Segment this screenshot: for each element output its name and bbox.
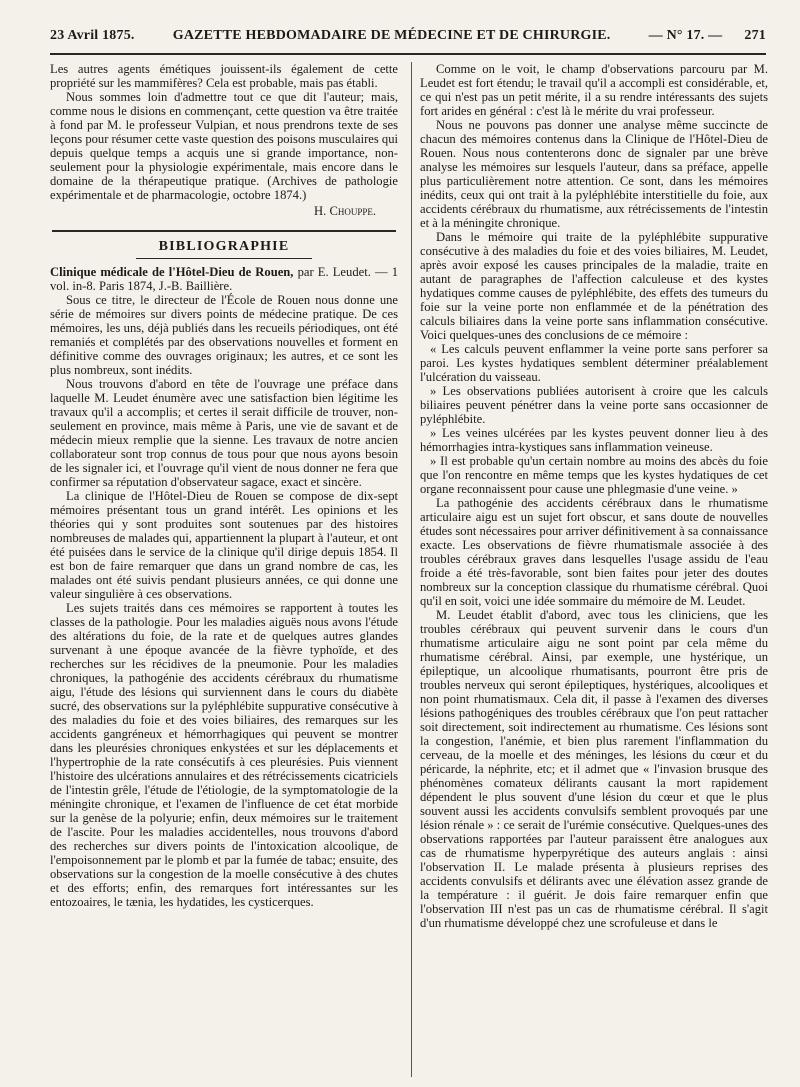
header-rule [50, 53, 766, 55]
section-title: BIBLIOGRAPHIE [158, 239, 290, 254]
header-page-number: 271 [744, 28, 766, 43]
quoted-conclusion: » Les observations publiées autorisent à croire que les calculs biliaires peuvent pénétrer dans la veine porte sans occasionner de pyléphlébite. [420, 384, 768, 426]
section-separator [52, 230, 396, 232]
left-column [50, 62, 398, 1077]
review-book-title: Clinique médicale de l'Hôtel-Dieu de Rouen, [50, 265, 294, 279]
quoted-conclusion: » Il est probable qu'un certain nombre au moins des abcès du foie que l'on rencontre en même temps que les kystes hydatiques de cet organe reconnaissent pour cause une phlegmasie d'une veine. » [420, 454, 768, 496]
quoted-conclusion: » Les veines ulcérées par les kystes peuvent donner lieu à des hémorrhagies intra-kystiques sans inflammation veineuse. [420, 426, 768, 454]
paragraph: Dans le mémoire qui traite de la pyléphlébite suppurative consécutive à des maladies du foie et des voies biliaires, M. Leudet, après avoir exposé les causes principales de la maladie, traite en autant de paragraphes de l'affection calculeuse et des kystes hydatiques comme causes de pyléphlébite, des effets des tumeurs du foie sur la veine porte non enflammée et de la pénétration des calculs biliaires dans la veine porte sans inflammation consécutive. Voici quelques-unes des conclusions de ce mémoire : [420, 230, 768, 342]
paragraph: Sous ce titre, le directeur de l'École de Rouen nous donne une série de mémoires sur divers points de médecine pratique. De ces mémoires, les uns, déjà publiés dans les recueils périodiques, ont été remaniés et complétés par des observations nouvelles et forment en définitive comme des ouvrages originaux; les autres, et ce sont les plus nombreux, sont inédits. [50, 293, 398, 377]
author-signature: H. Chouppe. [314, 204, 376, 218]
quoted-conclusion: « Les calculs peuvent enflammer la veine porte sans perforer sa paroi. Les kystes hydatiques semblent déterminer préalablement l'ulcération du vaisseau. [420, 342, 768, 384]
paragraph: Les autres agents émétiques jouissent-ils également de cette propriété sur les mammifères? Cela est probable, mais pas établi. [50, 62, 398, 90]
header-issue: — N° 17. — [648, 28, 723, 43]
right-column [420, 62, 768, 1077]
paragraph: Nous sommes loin d'admettre tout ce que dit l'auteur; mais, comme nous le disions en commençant, cette question va être traitée à fond par M. le professeur Vulpian, et nous prendrons texte de ses leçons pour résumer cette vaste question des poisons musculaires qui depuis quelque temps a acquis une si grande importance, non-seulement pour la physiologie expérimentale, mais encore dans le domaine de la thérapeutique pratique. (Archives de pathologie expérimentale et de pharmacologie, octobre 1874.) [50, 90, 398, 202]
paragraph: Comme on le voit, le champ d'observations parcouru par M. Leudet est fort étendu; le travail qu'il a accompli est considérable, et, ce qui n'est pas un petit mérite, il a su rendre intéressants des sujets fort arides en général : c'est là le mérite du vrai professeur. [420, 62, 768, 118]
header-date: 23 Avril 1875. [50, 28, 135, 43]
paragraph: M. Leudet établit d'abord, avec tous les cliniciens, que les troubles cérébraux qui peuvent survenir dans le cours d'un rhumatisme articulaire aigu ne sont point par cela même du rhumatisme cérébral. Ainsi, par exemple, une hystérique, un épileptique, un alcoolique rhumatisants, pourront être pris de troubles nerveux qui seront épileptiques, hystériques, alcooliques et non point rhumatismaux. Cela dit, il passe à l'examen des diverses lésions pathogéniques des troubles cérébraux que l'on peut rattacher soit directement, soit indirectement au rhumatisme. Ces lésions sont la congestion, l'anémie, et bien plus rarement l'inflammation du cerveau, de la moelle et des méninges, les lésions du cœur et du péricarde, la néphrite, etc; et il admet que « l'invasion brusque des phénomènes comateux délirants causant la mort rapidement dépendent le plus souvent d'une lésion du cœur et que le plus souvent aussi les accidents convulsifs semblent provoqués par une lésion rénale » : ce serait de l'urémie consécutive. Quelques-unes des observations rapportées par l'auteur paraissent être analogues aux cas de rhumatisme hyperpyrétique des auteurs anglais : ainsi l'observation II. Le malade présenta à plusieurs reprises des accidents convulsifs et délirants avec une élévation assez grande de la température : il guérit. Je dois faire remarquer enfin que l'observation III n'est pas un cas de rhumatisme cérébral. Il s'agit d'un rhumatisme développé chez une scrofuleuse et dans le [420, 608, 768, 930]
review-heading [50, 265, 398, 293]
page-header [50, 28, 766, 50]
paragraph: La clinique de l'Hôtel-Dieu de Rouen se compose de dix-sept mémoires présentant tous un grand intérêt. Les opinions et les théories qui y sont produites sont soutenues par des histoires nombreuses de malades qui, appartiennent la plupart à l'auteur, et ont été puisées dans le service de la clinique qu'il dirige depuis 1854. Il est bon de faire remarquer que dans un grand nombre de cas, les malades ont été suivis pendant plusieurs années, ce qui donne une valeur singulière à ces observations. [50, 489, 398, 601]
review-citation: par E. Leudet. — 1 vol. in-8. Paris 1874, J.-B. Baillière. [50, 265, 398, 293]
article-columns [50, 62, 766, 1077]
title-underline [136, 258, 312, 259]
header-title: GAZETTE HEBDOMADAIRE DE MÉDECINE ET DE CHIRURGIE. [172, 28, 611, 43]
paragraph: Nous ne pouvons pas donner une analyse même succincte de chacun des mémoires contenus dans la Clinique de l'Hôtel-Dieu de Rouen. Nous nous contenterons donc de signaler par une brève analyse les mémoires sur lesquels l'auteur, dans sa préface, appelle plus particulièrement notre attention. Ce sont, dans les mémoires inédits, ceux qui ont trait à la pyléphlébite interstitielle du foie, aux accidents cérébraux du rhumatisme, aux rétrécissements de l'intestin et à la méningite chronique. [420, 118, 768, 230]
paragraph: Nous trouvons d'abord en tête de l'ouvrage une préface dans laquelle M. Leudet énumère avec une satisfaction bien légitime les travaux qu'il a accomplis; et certes il serait difficile de trouver, non-seulement en province, mais même à Paris, une vie de savant et de médecin mieux remplie que la sienne. Les travaux de notre ancien collaborateur sont trop connus de tous pour que nous ayons besoin de les signaler ici, et l'ouvrage qu'il vient de nous donner ne fera que confirmer sa réputation d'observateur sagace, exact et sincère. [50, 377, 398, 489]
paragraph: La pathogénie des accidents cérébraux dans le rhumatisme articulaire aigu est un sujet fort obscur, et sans doute de nouvelles études sont nécessaires pour arriver définitivement à sa connaissance exacte. Les observations de fièvre rhumatismale associée à des troubles cérébraux graves dans lesquelles l'usage assidu de l'eau froide a été très-favorable, sont bien faites pour jeter des doutes nombreux sur la conception classique du rhumatisme cérébral. Quoi qu'il en soit, voici une idée sommaire du mémoire de M. Leudet. [420, 496, 768, 608]
paragraph: Les sujets traités dans ces mémoires se rapportent à toutes les classes de la pathologie. Pour les maladies aiguës nous avons l'étude des altérations du foie, de la rate et de quelques autres glandes survenant à une époque avancée de la fièvre typhoïde, et des recherches sur les récidives de la pneumonie. Pour les maladies chroniques, la pathogénie des accidents cérébraux du rhumatisme aigu, l'étude des lésions qui surviennent dans le cours du diabète sucré, des observations sur la pyléphlébite suppurative consécutive à des maladies du foie et des voies biliaires, des remarques sur les accidents gangréneux et hémorrhagiques qui peuvent se montrer dans les pleurésies chroniques enkystées et sur les déplacements et l'hypertrophie de la rate consécutifs à ces pleurésies. Puis viennent l'histoire des ulcérations annulaires et des rétrécissements cicatriciels de l'intestin grêle, l'étude de l'étiologie, de la symptomatologie de la méningite chronique, et l'examen de l'influence de cet état morbide sur la genèse de la polyurie; enfin, deux mémoires sur le traitement de l'ascite. Pour les maladies accidentelles, nous trouvons d'abord des recherches sur divers points de l'intoxication alcoolique, de l'empoisonnement par le plomb et par la fumée de tabac; ensuite, des observations sur la congestion de la moelle consécutive à des chutes et des efforts; enfin, des remarques fort intéressantes sur les entozoaires, le tænia, les hydatides, les cysticerques. [50, 601, 398, 909]
column-divider [411, 62, 412, 1077]
